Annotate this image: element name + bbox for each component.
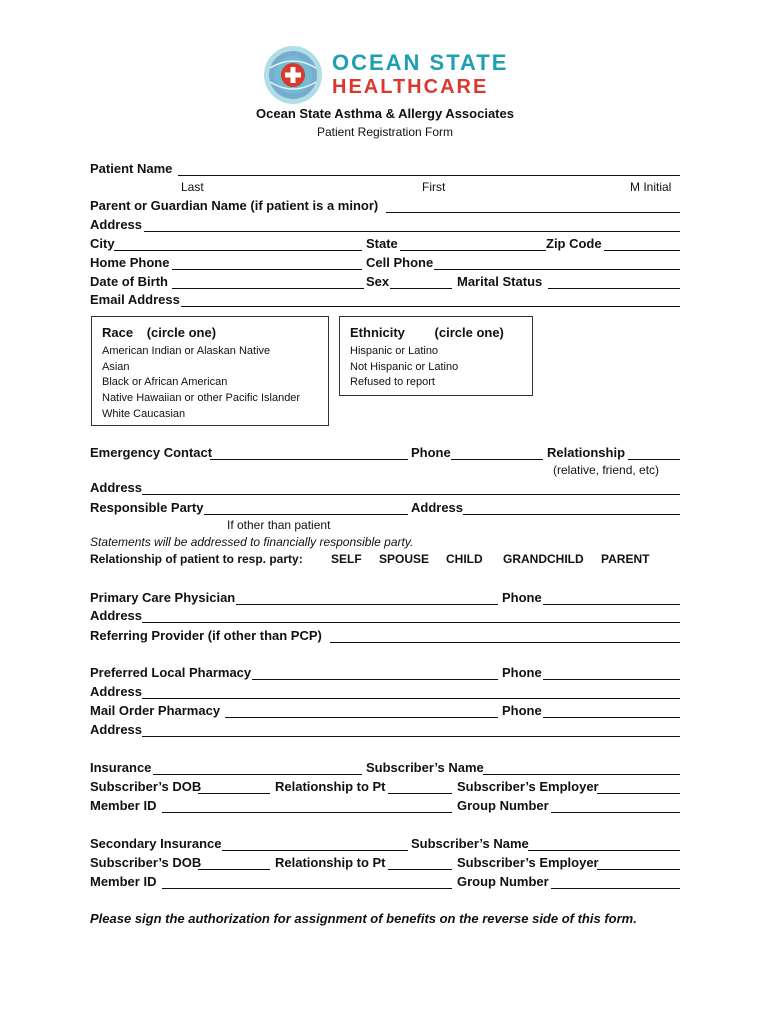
relationship-option-grandchild[interactable]: GRANDCHILD <box>503 552 584 566</box>
secondary-insurance-line[interactable] <box>222 850 408 851</box>
mail-pharmacy-phone-label: Phone <box>502 703 542 718</box>
mail-pharmacy-address-label: Address <box>90 722 143 737</box>
city-line[interactable] <box>114 250 362 251</box>
relationship-option-self[interactable]: SELF <box>331 552 362 566</box>
emergency-relationship-hint: (relative, friend, etc) <box>553 463 660 477</box>
insurance-line[interactable] <box>153 774 362 775</box>
relationship-option-parent[interactable]: PARENT <box>601 552 650 566</box>
local-pharmacy-address-line[interactable] <box>142 698 680 699</box>
responsible-address-label: Address <box>411 500 464 515</box>
insurance-label: Insurance <box>90 760 152 775</box>
cell-phone-line[interactable] <box>434 269 680 270</box>
patient-name-label: Patient Name <box>90 161 173 176</box>
marital-line[interactable] <box>548 288 680 289</box>
group-number-line[interactable] <box>551 812 680 813</box>
guardian-line[interactable] <box>386 212 680 213</box>
pcp-phone-label: Phone <box>502 590 542 605</box>
race-option[interactable]: Asian <box>102 360 130 373</box>
city-label: City <box>90 236 115 251</box>
emergency-relationship-line[interactable] <box>628 459 680 460</box>
subscriber-dob-label: Subscriber’s DOB <box>90 779 202 794</box>
state-line[interactable] <box>400 250 546 251</box>
secondary-insurance-label: Secondary Insurance <box>90 836 222 851</box>
pcp-line[interactable] <box>236 604 498 605</box>
pcp-label: Primary Care Physician <box>90 590 236 605</box>
subscriber-name-line[interactable] <box>483 774 680 775</box>
relationship-to-pt-label: Relationship to Pt <box>275 779 386 794</box>
sex-line[interactable] <box>390 288 452 289</box>
cell-phone-label: Cell Phone <box>366 255 434 270</box>
patient-address-line[interactable] <box>144 231 680 232</box>
ethnicity-option[interactable]: Not Hispanic or Latino <box>350 360 459 373</box>
pcp-address-label: Address <box>90 608 143 623</box>
ethnicity-option[interactable]: Hispanic or Latino <box>350 345 439 357</box>
emergency-phone-label: Phone <box>411 445 451 460</box>
ethnicity-title: Ethnicity <box>350 325 405 340</box>
secondary-relationship-to-pt-label: Relationship to Pt <box>275 855 386 870</box>
referring-label: Referring Provider (if other than PCP) <box>90 628 322 643</box>
ethnicity-hint: (circle one) <box>434 325 504 340</box>
member-id-label: Member ID <box>90 798 157 813</box>
email-label: Email Address <box>90 292 180 307</box>
race-box <box>91 316 329 426</box>
home-phone-line[interactable] <box>172 269 362 270</box>
secondary-member-id-label: Member ID <box>90 874 157 889</box>
responsible-statement: Statements will be addressed to financially responsible party. <box>90 535 414 549</box>
secondary-member-id-line[interactable] <box>162 888 452 889</box>
emergency-relationship-label: Relationship <box>547 445 626 460</box>
secondary-group-number-label: Group Number <box>457 874 549 889</box>
race-option[interactable]: Native Hawaiian or other Pacific Islander <box>102 392 301 405</box>
responsible-relationship-label: Relationship of patient to resp. party: <box>90 552 303 566</box>
secondary-subscriber-employer-line[interactable] <box>597 869 680 870</box>
zip-label: Zip Code <box>546 236 602 251</box>
member-id-line[interactable] <box>162 812 452 813</box>
footer-note: Please sign the authorization for assignment of benefits on the reverse side of this form. <box>90 911 637 926</box>
subscriber-employer-line[interactable] <box>597 793 680 794</box>
email-line[interactable] <box>181 306 680 307</box>
referring-line[interactable] <box>330 642 680 643</box>
group-number-label: Group Number <box>457 798 549 813</box>
emergency-address-label: Address <box>90 480 143 495</box>
race-option[interactable]: Black or African American <box>102 376 228 389</box>
race-option[interactable]: White Caucasian <box>102 407 186 420</box>
secondary-subscriber-employer-label: Subscriber’s Employer <box>457 855 599 870</box>
subscriber-name-label: Subscriber’s Name <box>366 760 484 775</box>
patient-name-line[interactable] <box>178 175 680 176</box>
mail-pharmacy-phone-line[interactable] <box>543 717 680 718</box>
relationship-option-child[interactable]: CHILD <box>446 552 483 566</box>
patient-name-sub-last: Last <box>181 180 204 194</box>
ethnicity-box <box>339 316 533 396</box>
emergency-phone-line[interactable] <box>451 459 543 460</box>
local-pharmacy-phone-line[interactable] <box>543 679 680 680</box>
local-pharmacy-label: Preferred Local Pharmacy <box>90 665 252 680</box>
local-pharmacy-phone-label: Phone <box>502 665 542 680</box>
responsible-party-label: Responsible Party <box>90 500 204 515</box>
org-name: Ocean State Asthma & Allergy Associates <box>256 106 514 121</box>
emergency-address-line[interactable] <box>142 494 680 495</box>
guardian-label: Parent or Guardian Name (if patient is a minor) <box>90 198 379 213</box>
secondary-subscriber-dob-line[interactable] <box>198 869 270 870</box>
logo <box>262 44 512 106</box>
dob-label: Date of Birth <box>90 274 168 289</box>
local-pharmacy-line[interactable] <box>252 679 498 680</box>
responsible-note: If other than patient <box>227 518 331 532</box>
pcp-phone-line[interactable] <box>543 604 680 605</box>
local-pharmacy-address-label: Address <box>90 684 143 699</box>
race-option[interactable]: American Indian or Alaskan Native <box>102 345 271 357</box>
home-phone-label: Home Phone <box>90 255 170 270</box>
patient-name-sub-mi: M Initial <box>630 180 672 194</box>
responsible-party-line[interactable] <box>204 514 408 515</box>
form-title: Patient Registration Form <box>316 125 454 139</box>
sex-label: Sex <box>366 274 390 289</box>
state-label: State <box>366 236 398 251</box>
relationship-option-spouse[interactable]: SPOUSE <box>379 552 430 566</box>
dob-line[interactable] <box>172 288 364 289</box>
zip-line[interactable] <box>604 250 680 251</box>
race-title: Race <box>102 325 134 340</box>
mail-pharmacy-line[interactable] <box>225 717 498 718</box>
race-hint: (circle one) <box>146 325 217 340</box>
secondary-subscriber-dob-label: Subscriber’s DOB <box>90 855 202 870</box>
responsible-address-line[interactable] <box>463 514 680 515</box>
pcp-address-line[interactable] <box>142 622 680 623</box>
subscriber-employer-label: Subscriber’s Employer <box>457 779 599 794</box>
subscriber-dob-line[interactable] <box>198 793 270 794</box>
mail-pharmacy-address-line[interactable] <box>142 736 680 737</box>
logo-globe-icon <box>262 44 324 106</box>
emergency-contact-label: Emergency Contact <box>90 445 213 460</box>
relationship-to-pt-line[interactable] <box>388 793 452 794</box>
secondary-group-number-line[interactable] <box>551 888 680 889</box>
logo-line-2: HEALTHCARE <box>332 76 489 98</box>
patient-name-sub-first: First <box>422 180 446 194</box>
patient-address-label: Address <box>90 217 143 232</box>
secondary-relationship-to-pt-line[interactable] <box>388 869 452 870</box>
ethnicity-option[interactable]: Refused to report <box>350 376 435 389</box>
secondary-subscriber-name-line[interactable] <box>528 850 680 851</box>
logo-line-1: OCEAN STATE <box>332 50 509 75</box>
mail-pharmacy-label: Mail Order Pharmacy <box>90 703 221 718</box>
marital-label: Marital Status <box>457 274 543 289</box>
secondary-subscriber-name-label: Subscriber’s Name <box>411 836 529 851</box>
emergency-contact-line[interactable] <box>210 459 408 460</box>
